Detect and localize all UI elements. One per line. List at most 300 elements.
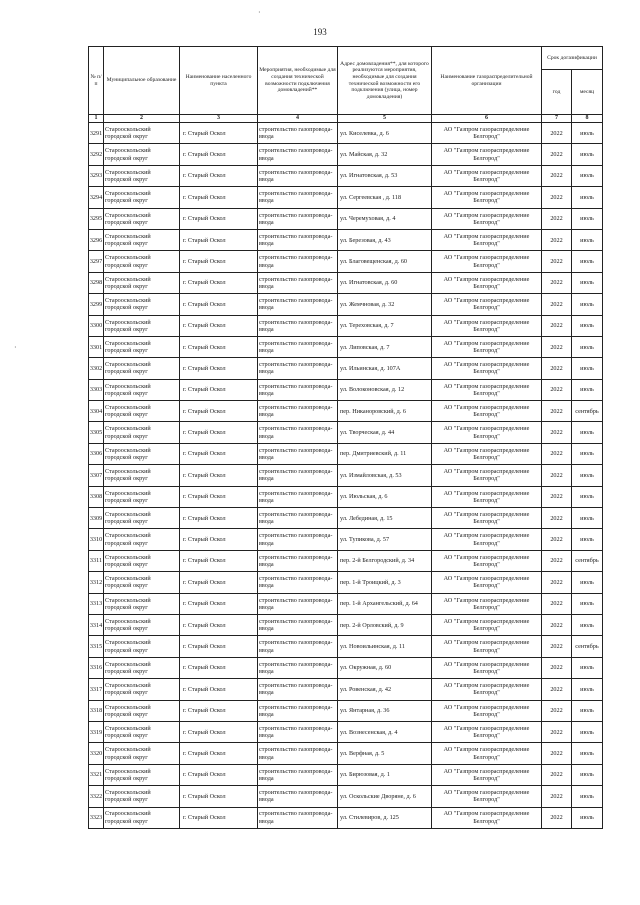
address-cell: ул. Ильинская, д. 107А — [338, 358, 432, 379]
organization-cell: АО "Газпром газораспределение Белгород" — [432, 679, 542, 700]
settlement-cell: г. Старый Оскол — [180, 315, 258, 336]
row-number: 3311 — [89, 550, 104, 571]
row-number: 3323 — [89, 807, 104, 828]
address-cell: ул. Верфная, д. 5 — [338, 743, 432, 764]
address-cell: ул. Благовещенская, д. 60 — [338, 251, 432, 272]
municipality-cell: Старооскольский городской округ — [104, 807, 180, 828]
address-cell: пер. Никаноровский, д. 6 — [338, 401, 432, 422]
address-cell: ул. Вознесенская, д. 4 — [338, 721, 432, 742]
municipality-cell: Старооскольский городской округ — [104, 529, 180, 550]
year-cell: 2022 — [542, 486, 572, 507]
activity-cell: строительство газопровода-ввода — [258, 679, 338, 700]
table-row — [89, 572, 603, 593]
settlement-cell: г. Старый Оскол — [180, 208, 258, 229]
activity-cell: строительство газопровода-ввода — [258, 272, 338, 293]
table-row — [89, 743, 603, 764]
organization-cell: АО "Газпром газораспределение Белгород" — [432, 336, 542, 357]
year-cell: 2022 — [542, 807, 572, 828]
address-cell: пер. 2-й Орловский, д. 9 — [338, 614, 432, 635]
month-cell: июль — [572, 743, 603, 764]
activity-cell: строительство газопровода-ввода — [258, 422, 338, 443]
month-cell: июль — [572, 786, 603, 807]
settlement-cell: г. Старый Оскол — [180, 379, 258, 400]
table-row — [89, 144, 603, 165]
settlement-cell: г. Старый Оскол — [180, 614, 258, 635]
row-number: 3320 — [89, 743, 104, 764]
settlement-cell: г. Старый Оскол — [180, 807, 258, 828]
month-cell: июль — [572, 764, 603, 785]
organization-cell: АО "Газпром газораспределение Белгород" — [432, 614, 542, 635]
year-cell: 2022 — [542, 508, 572, 529]
address-cell: ул. Творческая, д. 44 — [338, 422, 432, 443]
header-settlement: Наименование населенного пункта — [180, 47, 258, 115]
row-number: 3318 — [89, 700, 104, 721]
year-cell: 2022 — [542, 529, 572, 550]
row-number: 3315 — [89, 636, 104, 657]
header-num: № п/п — [89, 47, 104, 115]
activity-cell: строительство газопровода-ввода — [258, 229, 338, 250]
row-number: 3304 — [89, 401, 104, 422]
table-row — [89, 358, 603, 379]
year-cell: 2022 — [542, 187, 572, 208]
activity-cell: строительство газопровода-ввода — [258, 315, 338, 336]
year-cell: 2022 — [542, 208, 572, 229]
month-cell: июль — [572, 572, 603, 593]
organization-cell: АО "Газпром газораспределение Белгород" — [432, 657, 542, 678]
year-cell: 2022 — [542, 229, 572, 250]
activity-cell: строительство газопровода-ввода — [258, 529, 338, 550]
address-cell: ул. Окружная, д. 60 — [338, 657, 432, 678]
organization-cell: АО "Газпром газораспределение Белгород" — [432, 401, 542, 422]
organization-cell: АО "Газпром газораспределение Белгород" — [432, 251, 542, 272]
organization-cell: АО "Газпром газораспределение Белгород" — [432, 208, 542, 229]
year-cell: 2022 — [542, 144, 572, 165]
activity-cell: строительство газопровода-ввода — [258, 807, 338, 828]
month-cell: июль — [572, 529, 603, 550]
municipality-cell: Старооскольский городской округ — [104, 700, 180, 721]
settlement-cell: г. Старый Оскол — [180, 679, 258, 700]
address-cell: пер. 1-й Архангельский, д. 64 — [338, 593, 432, 614]
activity-cell: строительство газопровода-ввода — [258, 572, 338, 593]
activity-cell: строительство газопровода-ввода — [258, 786, 338, 807]
row-number: 3310 — [89, 529, 104, 550]
address-cell: ул. Березовая, д. 43 — [338, 229, 432, 250]
table-row — [89, 422, 603, 443]
organization-cell: АО "Газпром газораспределение Белгород" — [432, 294, 542, 315]
activity-cell: строительство газопровода-ввода — [258, 358, 338, 379]
table-row — [89, 679, 603, 700]
month-cell: июль — [572, 144, 603, 165]
municipality-cell: Старооскольский городской округ — [104, 294, 180, 315]
municipality-cell: Старооскольский городской округ — [104, 508, 180, 529]
table-row — [89, 401, 603, 422]
settlement-cell: г. Старый Оскол — [180, 251, 258, 272]
activity-cell: строительство газопровода-ввода — [258, 550, 338, 571]
year-cell: 2022 — [542, 422, 572, 443]
month-cell: июль — [572, 807, 603, 828]
settlement-cell: г. Старый Оскол — [180, 764, 258, 785]
organization-cell: АО "Газпром газораспределение Белгород" — [432, 486, 542, 507]
settlement-cell: г. Старый Оскол — [180, 550, 258, 571]
address-cell: ул. Июльская, д. 6 — [338, 486, 432, 507]
settlement-cell: г. Старый Оскол — [180, 486, 258, 507]
table-row — [89, 550, 603, 571]
organization-cell: АО "Газпром газораспределение Белгород" — [432, 550, 542, 571]
column-number: 1 — [89, 115, 104, 123]
municipality-cell: Старооскольский городской округ — [104, 465, 180, 486]
month-cell: июль — [572, 294, 603, 315]
address-cell: пер. 2-й Белгородский, д. 34 — [338, 550, 432, 571]
organization-cell: АО "Газпром газораспределение Белгород" — [432, 379, 542, 400]
organization-cell: АО "Газпром газораспределение Белгород" — [432, 764, 542, 785]
organization-cell: АО "Газпром газораспределение Белгород" — [432, 229, 542, 250]
municipality-cell: Старооскольский городской округ — [104, 272, 180, 293]
month-cell: июль — [572, 614, 603, 635]
month-cell: июль — [572, 251, 603, 272]
municipality-cell: Старооскольский городской округ — [104, 229, 180, 250]
address-cell: ул. Майская, д. 32 — [338, 144, 432, 165]
municipality-cell: Старооскольский городской округ — [104, 636, 180, 657]
organization-cell: АО "Газпром газораспределение Белгород" — [432, 743, 542, 764]
row-number: 3293 — [89, 165, 104, 186]
settlement-cell: г. Старый Оскол — [180, 123, 258, 144]
month-cell: июль — [572, 208, 603, 229]
month-cell: июль — [572, 593, 603, 614]
settlement-cell: г. Старый Оскол — [180, 529, 258, 550]
row-number: 3300 — [89, 315, 104, 336]
address-cell: ул. Оскольские Дворяне, д. 6 — [338, 786, 432, 807]
activity-cell: строительство газопровода-ввода — [258, 401, 338, 422]
table-row — [89, 807, 603, 828]
organization-cell: АО "Газпром газораспределение Белгород" — [432, 508, 542, 529]
year-cell: 2022 — [542, 657, 572, 678]
table-row — [89, 529, 603, 550]
activity-cell: строительство газопровода-ввода — [258, 721, 338, 742]
month-cell: июль — [572, 422, 603, 443]
address-cell: ул. Сергеевская , д. 118 — [338, 187, 432, 208]
table-row — [89, 123, 603, 144]
header-deadline: Срок догазификации — [542, 47, 603, 70]
month-cell: июль — [572, 336, 603, 357]
address-cell: ул. Новоильинская, д. 11 — [338, 636, 432, 657]
month-cell: июль — [572, 465, 603, 486]
year-cell: 2022 — [542, 358, 572, 379]
table-row — [89, 657, 603, 678]
activity-cell: строительство газопровода-ввода — [258, 123, 338, 144]
row-number: 3316 — [89, 657, 104, 678]
settlement-cell: г. Старый Оскол — [180, 636, 258, 657]
year-cell: 2022 — [542, 786, 572, 807]
settlement-cell: г. Старый Оскол — [180, 358, 258, 379]
municipality-cell: Старооскольский городской округ — [104, 721, 180, 742]
column-number-row — [89, 115, 603, 123]
organization-cell: АО "Газпром газораспределение Белгород" — [432, 807, 542, 828]
row-number: 3307 — [89, 465, 104, 486]
activity-cell: строительство газопровода-ввода — [258, 743, 338, 764]
address-cell: пер. Дмитриевский, д. 11 — [338, 443, 432, 464]
month-cell: июль — [572, 123, 603, 144]
row-number: 3308 — [89, 486, 104, 507]
table-row — [89, 208, 603, 229]
activity-cell: строительство газопровода-ввода — [258, 294, 338, 315]
row-number: 3305 — [89, 422, 104, 443]
year-cell: 2022 — [542, 721, 572, 742]
page-number: 193 — [313, 27, 327, 37]
table-row — [89, 229, 603, 250]
year-cell: 2022 — [542, 251, 572, 272]
year-cell: 2022 — [542, 165, 572, 186]
table-row — [89, 336, 603, 357]
month-cell: июль — [572, 486, 603, 507]
year-cell: 2022 — [542, 123, 572, 144]
address-cell: ул. Янтарная, д. 36 — [338, 700, 432, 721]
table-row — [89, 443, 603, 464]
row-number: 3306 — [89, 443, 104, 464]
row-number: 3296 — [89, 229, 104, 250]
settlement-cell: г. Старый Оскол — [180, 294, 258, 315]
year-cell: 2022 — [542, 572, 572, 593]
address-cell: ул. Игнатовская, д. 60 — [338, 272, 432, 293]
header-month: месяц — [572, 70, 603, 115]
month-cell: июль — [572, 358, 603, 379]
municipality-cell: Старооскольский городской округ — [104, 144, 180, 165]
month-cell: сентябрь — [572, 636, 603, 657]
row-number: 3303 — [89, 379, 104, 400]
address-cell: ул. Волоконовская, д. 12 — [338, 379, 432, 400]
address-cell: ул. Стилевиров, д. 125 — [338, 807, 432, 828]
municipality-cell: Старооскольский городской округ — [104, 336, 180, 357]
activity-cell: строительство газопровода-ввода — [258, 508, 338, 529]
municipality-cell: Старооскольский городской округ — [104, 572, 180, 593]
row-number: 3301 — [89, 336, 104, 357]
settlement-cell: г. Старый Оскол — [180, 593, 258, 614]
scan-speck: · — [258, 8, 261, 17]
organization-cell: АО "Газпром газораспределение Белгород" — [432, 144, 542, 165]
organization-cell: АО "Газпром газораспределение Белгород" — [432, 165, 542, 186]
table-row — [89, 486, 603, 507]
month-cell: июль — [572, 187, 603, 208]
settlement-cell: г. Старый Оскол — [180, 572, 258, 593]
organization-cell: АО "Газпром газораспределение Белгород" — [432, 123, 542, 144]
municipality-cell: Старооскольский городской округ — [104, 743, 180, 764]
year-cell: 2022 — [542, 379, 572, 400]
row-number: 3295 — [89, 208, 104, 229]
address-cell: ул. Бирюзовая, д. 1 — [338, 764, 432, 785]
organization-cell: АО "Газпром газораспределение Белгород" — [432, 636, 542, 657]
row-number: 3321 — [89, 764, 104, 785]
activity-cell: строительство газопровода-ввода — [258, 443, 338, 464]
settlement-cell: г. Старый Оскол — [180, 401, 258, 422]
table-row — [89, 315, 603, 336]
organization-cell: АО "Газпром газораспределение Белгород" — [432, 593, 542, 614]
organization-cell: АО "Газпром газораспределение Белгород" — [432, 700, 542, 721]
activity-cell: строительство газопровода-ввода — [258, 636, 338, 657]
year-cell: 2022 — [542, 272, 572, 293]
organization-cell: АО "Газпром газораспределение Белгород" — [432, 315, 542, 336]
row-number: 3314 — [89, 614, 104, 635]
month-cell: сентябрь — [572, 550, 603, 571]
month-cell: июль — [572, 229, 603, 250]
table-row — [89, 764, 603, 785]
settlement-cell: г. Старый Оскол — [180, 700, 258, 721]
organization-cell: АО "Газпром газораспределение Белгород" — [432, 443, 542, 464]
year-cell: 2022 — [542, 294, 572, 315]
month-cell: июль — [572, 272, 603, 293]
year-cell: 2022 — [542, 636, 572, 657]
municipality-cell: Старооскольский городской округ — [104, 165, 180, 186]
activity-cell: строительство газопровода-ввода — [258, 379, 338, 400]
settlement-cell: г. Старый Оскол — [180, 508, 258, 529]
table-row — [89, 272, 603, 293]
address-cell: ул. Липовская, д. 7 — [338, 336, 432, 357]
settlement-cell: г. Старый Оскол — [180, 465, 258, 486]
table-row — [89, 700, 603, 721]
column-number: 8 — [572, 115, 603, 123]
municipality-cell: Старооскольский городской округ — [104, 593, 180, 614]
year-cell: 2022 — [542, 743, 572, 764]
activity-cell: строительство газопровода-ввода — [258, 165, 338, 186]
settlement-cell: г. Старый Оскол — [180, 743, 258, 764]
month-cell: июль — [572, 721, 603, 742]
address-cell: ул. Ровенская, д. 42 — [338, 679, 432, 700]
table-row — [89, 721, 603, 742]
table-row — [89, 786, 603, 807]
header-year: год — [542, 70, 572, 115]
row-number: 3297 — [89, 251, 104, 272]
table-row — [89, 251, 603, 272]
organization-cell: АО "Газпром газораспределение Белгород" — [432, 721, 542, 742]
row-number: 3312 — [89, 572, 104, 593]
gasification-table — [88, 46, 603, 829]
address-cell: ул. Черемуховая, д. 4 — [338, 208, 432, 229]
month-cell: июль — [572, 379, 603, 400]
settlement-cell: г. Старый Оскол — [180, 721, 258, 742]
activity-cell: строительство газопровода-ввода — [258, 465, 338, 486]
month-cell: июль — [572, 657, 603, 678]
year-cell: 2022 — [542, 401, 572, 422]
municipality-cell: Старооскольский городской округ — [104, 123, 180, 144]
activity-cell: строительство газопровода-ввода — [258, 251, 338, 272]
column-number: 6 — [432, 115, 542, 123]
table-row — [89, 379, 603, 400]
activity-cell: строительство газопровода-ввода — [258, 208, 338, 229]
month-cell: июль — [572, 315, 603, 336]
organization-cell: АО "Газпром газораспределение Белгород" — [432, 786, 542, 807]
activity-cell: строительство газопровода-ввода — [258, 700, 338, 721]
column-number: 2 — [104, 115, 180, 123]
address-cell: ул. Тупикова, д. 57 — [338, 529, 432, 550]
year-cell: 2022 — [542, 465, 572, 486]
month-cell: июль — [572, 165, 603, 186]
month-cell: июль — [572, 700, 603, 721]
municipality-cell: Старооскольский городской округ — [104, 379, 180, 400]
month-cell: июль — [572, 443, 603, 464]
address-cell: ул. Киселевка, д. 6 — [338, 123, 432, 144]
municipality-cell: Старооскольский городской округ — [104, 443, 180, 464]
activity-cell: строительство газопровода-ввода — [258, 657, 338, 678]
municipality-cell: Старооскольский городской округ — [104, 764, 180, 785]
municipality-cell: Старооскольский городской округ — [104, 422, 180, 443]
month-cell: сентябрь — [572, 401, 603, 422]
header-municipality: Муниципальное образование — [104, 47, 180, 115]
column-number: 5 — [338, 115, 432, 123]
year-cell: 2022 — [542, 443, 572, 464]
settlement-cell: г. Старый Оскол — [180, 187, 258, 208]
municipality-cell: Старооскольский городской округ — [104, 208, 180, 229]
municipality-cell: Старооскольский городской округ — [104, 614, 180, 635]
activity-cell: строительство газопровода-ввода — [258, 336, 338, 357]
month-cell: июль — [572, 679, 603, 700]
year-cell: 2022 — [542, 315, 572, 336]
year-cell: 2022 — [542, 614, 572, 635]
year-cell: 2022 — [542, 593, 572, 614]
month-cell: июль — [572, 508, 603, 529]
row-number: 3322 — [89, 786, 104, 807]
table-row — [89, 614, 603, 635]
organization-cell: АО "Газпром газораспределение Белгород" — [432, 529, 542, 550]
year-cell: 2022 — [542, 679, 572, 700]
municipality-cell: Старооскольский городской округ — [104, 187, 180, 208]
settlement-cell: г. Старый Оскол — [180, 657, 258, 678]
row-number: 3302 — [89, 358, 104, 379]
municipality-cell: Старооскольский городской округ — [104, 401, 180, 422]
organization-cell: АО "Газпром газораспределение Белгород" — [432, 422, 542, 443]
table-row — [89, 294, 603, 315]
column-number: 4 — [258, 115, 338, 123]
scan-speck: · — [14, 343, 17, 352]
settlement-cell: г. Старый Оскол — [180, 272, 258, 293]
activity-cell: строительство газопровода-ввода — [258, 144, 338, 165]
municipality-cell: Старооскольский городской округ — [104, 315, 180, 336]
organization-cell: АО "Газпром газораспределение Белгород" — [432, 272, 542, 293]
row-number: 3319 — [89, 721, 104, 742]
row-number: 3298 — [89, 272, 104, 293]
municipality-cell: Старооскольский городской округ — [104, 358, 180, 379]
municipality-cell: Старооскольский городской округ — [104, 550, 180, 571]
municipality-cell: Старооскольский городской округ — [104, 679, 180, 700]
row-number: 3299 — [89, 294, 104, 315]
settlement-cell: г. Старый Оскол — [180, 144, 258, 165]
table-body — [89, 123, 603, 829]
municipality-cell: Старооскольский городской округ — [104, 657, 180, 678]
header-activities: Мероприятия, необходимые для создания технической возможности подключения домовладений** — [258, 47, 338, 115]
municipality-cell: Старооскольский городской округ — [104, 486, 180, 507]
activity-cell: строительство газопровода-ввода — [258, 486, 338, 507]
header-organization: Наименование газораспределительной организации — [432, 47, 542, 115]
activity-cell: строительство газопровода-ввода — [258, 593, 338, 614]
table-row — [89, 165, 603, 186]
table-row — [89, 508, 603, 529]
year-cell: 2022 — [542, 764, 572, 785]
municipality-cell: Старооскольский городской округ — [104, 786, 180, 807]
activity-cell: строительство газопровода-ввода — [258, 187, 338, 208]
table-row — [89, 636, 603, 657]
year-cell: 2022 — [542, 700, 572, 721]
municipality-cell: Старооскольский городской округ — [104, 251, 180, 272]
year-cell: 2022 — [542, 336, 572, 357]
row-number: 3309 — [89, 508, 104, 529]
row-number: 3292 — [89, 144, 104, 165]
address-cell: ул. Игнатовская, д. 53 — [338, 165, 432, 186]
row-number: 3294 — [89, 187, 104, 208]
settlement-cell: г. Старый Оскол — [180, 786, 258, 807]
address-cell: ул. Лебединая, д. 15 — [338, 508, 432, 529]
organization-cell: АО "Газпром газораспределение Белгород" — [432, 187, 542, 208]
column-number: 3 — [180, 115, 258, 123]
row-number: 3313 — [89, 593, 104, 614]
settlement-cell: г. Старый Оскол — [180, 443, 258, 464]
year-cell: 2022 — [542, 550, 572, 571]
